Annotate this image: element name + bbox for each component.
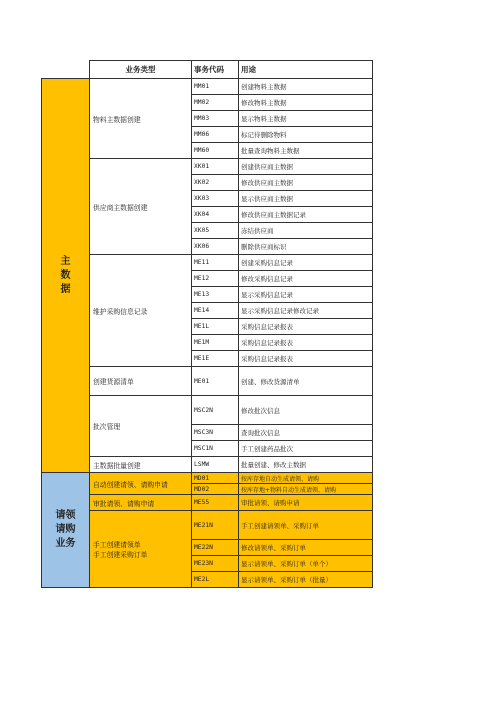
- transaction-code: MSC2N: [192, 396, 239, 425]
- group-name: 手工创建请领单 手工创建采购订单: [90, 511, 192, 588]
- transaction-code: XK02: [192, 175, 239, 191]
- transaction-use: 手工创建药品批次: [239, 441, 373, 457]
- transaction-use: 显示采购信息记录修改记录: [239, 303, 373, 319]
- header-business-type: 业务类型: [90, 61, 192, 79]
- transaction-use: 批量创建、修改主数据: [239, 457, 373, 473]
- transaction-code: ME13: [192, 287, 239, 303]
- transaction-use: 显示请领单、采购订单（批量）: [239, 572, 373, 588]
- transaction-use: 创建采购信息记录: [239, 255, 373, 271]
- master_data-category-cell: 主 数 据: [42, 79, 90, 473]
- transaction-code: ME1E: [192, 351, 239, 367]
- header-use: 用途: [239, 61, 373, 79]
- transaction-code: MM60: [192, 143, 239, 159]
- transaction-use: 标记待删除物料: [239, 127, 373, 143]
- purchase-category-cell: 请领 请购 业务: [42, 473, 90, 588]
- transaction-code: MM03: [192, 111, 239, 127]
- transaction-code: ME12: [192, 271, 239, 287]
- transaction-use: 按库存地+物料自动生成请领、请购: [239, 484, 373, 495]
- transaction-code: MD01: [192, 473, 239, 484]
- table-row: [42, 473, 373, 484]
- table-row: [42, 396, 373, 425]
- table-row: [42, 79, 373, 95]
- transaction-code: ME23N: [192, 556, 239, 572]
- transaction-use: 修改物料主数据: [239, 95, 373, 111]
- transaction-use: 按库存地自动生成请领、请购: [239, 473, 373, 484]
- header-code: 事务代码: [192, 61, 239, 79]
- transaction-code: MSC1N: [192, 441, 239, 457]
- transaction-code: MM06: [192, 127, 239, 143]
- transaction-use: 采购信息记录报表: [239, 319, 373, 335]
- transaction-code: XK06: [192, 239, 239, 255]
- group-name: 维护采购信息记录: [90, 255, 192, 367]
- table-row: [42, 495, 373, 511]
- group-name: 批次管理: [90, 396, 192, 457]
- transaction-code-table: [41, 60, 373, 588]
- transaction-code: ME11: [192, 255, 239, 271]
- transaction-code: ME2L: [192, 572, 239, 588]
- transaction-use: 创建、修改货源清单: [239, 367, 373, 396]
- transaction-use: 采购信息记录报表: [239, 351, 373, 367]
- group-name: 主数据批量创建: [90, 457, 192, 473]
- transaction-use: 显示采购信息记录: [239, 287, 373, 303]
- transaction-code: ME1L: [192, 319, 239, 335]
- transaction-code: XK04: [192, 207, 239, 223]
- transaction-code: MM02: [192, 95, 239, 111]
- group-name: 物料主数据创建: [90, 79, 192, 159]
- transaction-code: ME01: [192, 367, 239, 396]
- table-body: [42, 79, 373, 588]
- transaction-use: 显示物料主数据: [239, 111, 373, 127]
- transaction-code: XK03: [192, 191, 239, 207]
- transaction-use: 批量查询物料主数据: [239, 143, 373, 159]
- transaction-use: 修改供应商主数据: [239, 175, 373, 191]
- transaction-use: 手工创建请领单、采购订单: [239, 511, 373, 540]
- transaction-code: ME21N: [192, 511, 239, 540]
- group-name: 供应商主数据创建: [90, 159, 192, 255]
- transaction-use: 创建物料主数据: [239, 79, 373, 95]
- group-name: 创建货源清单: [90, 367, 192, 396]
- transaction-code: MSC3N: [192, 425, 239, 441]
- transaction-use: 审批请领、请购申请: [239, 495, 373, 511]
- table-row: [42, 457, 373, 473]
- transaction-use: 修改供应商主数据记录: [239, 207, 373, 223]
- transaction-use: 修改采购信息记录: [239, 271, 373, 287]
- transaction-code: ME55: [192, 495, 239, 511]
- header-row: [42, 61, 373, 79]
- transaction-code: ME14: [192, 303, 239, 319]
- table-row: [42, 367, 373, 396]
- header-blank: [42, 61, 90, 79]
- transaction-code: LSMW: [192, 457, 239, 473]
- transaction-code: XK05: [192, 223, 239, 239]
- table-row: [42, 255, 373, 271]
- transaction-use: 修改请领单、采购订单: [239, 540, 373, 556]
- transaction-use: 冻结供应商: [239, 223, 373, 239]
- transaction-code: ME22N: [192, 540, 239, 556]
- transaction-code: XK01: [192, 159, 239, 175]
- group-name: 自动创建请领、请购申请: [90, 473, 192, 495]
- transaction-use: 修改批次信息: [239, 396, 373, 425]
- transaction-code: MM01: [192, 79, 239, 95]
- transaction-use: 显示供应商主数据: [239, 191, 373, 207]
- table-row: [42, 159, 373, 175]
- table-row: [42, 511, 373, 540]
- transaction-code: MD02: [192, 484, 239, 495]
- transaction-use: 创建供应商主数据: [239, 159, 373, 175]
- transaction-use: 显示请领单、采购订单（单个）: [239, 556, 373, 572]
- group-name: 审批请领、请购申请: [90, 495, 192, 511]
- transaction-use: 删除供应商标识: [239, 239, 373, 255]
- transaction-use: 查询批次信息: [239, 425, 373, 441]
- transaction-code: ME1M: [192, 335, 239, 351]
- transaction-use: 采购信息记录报表: [239, 335, 373, 351]
